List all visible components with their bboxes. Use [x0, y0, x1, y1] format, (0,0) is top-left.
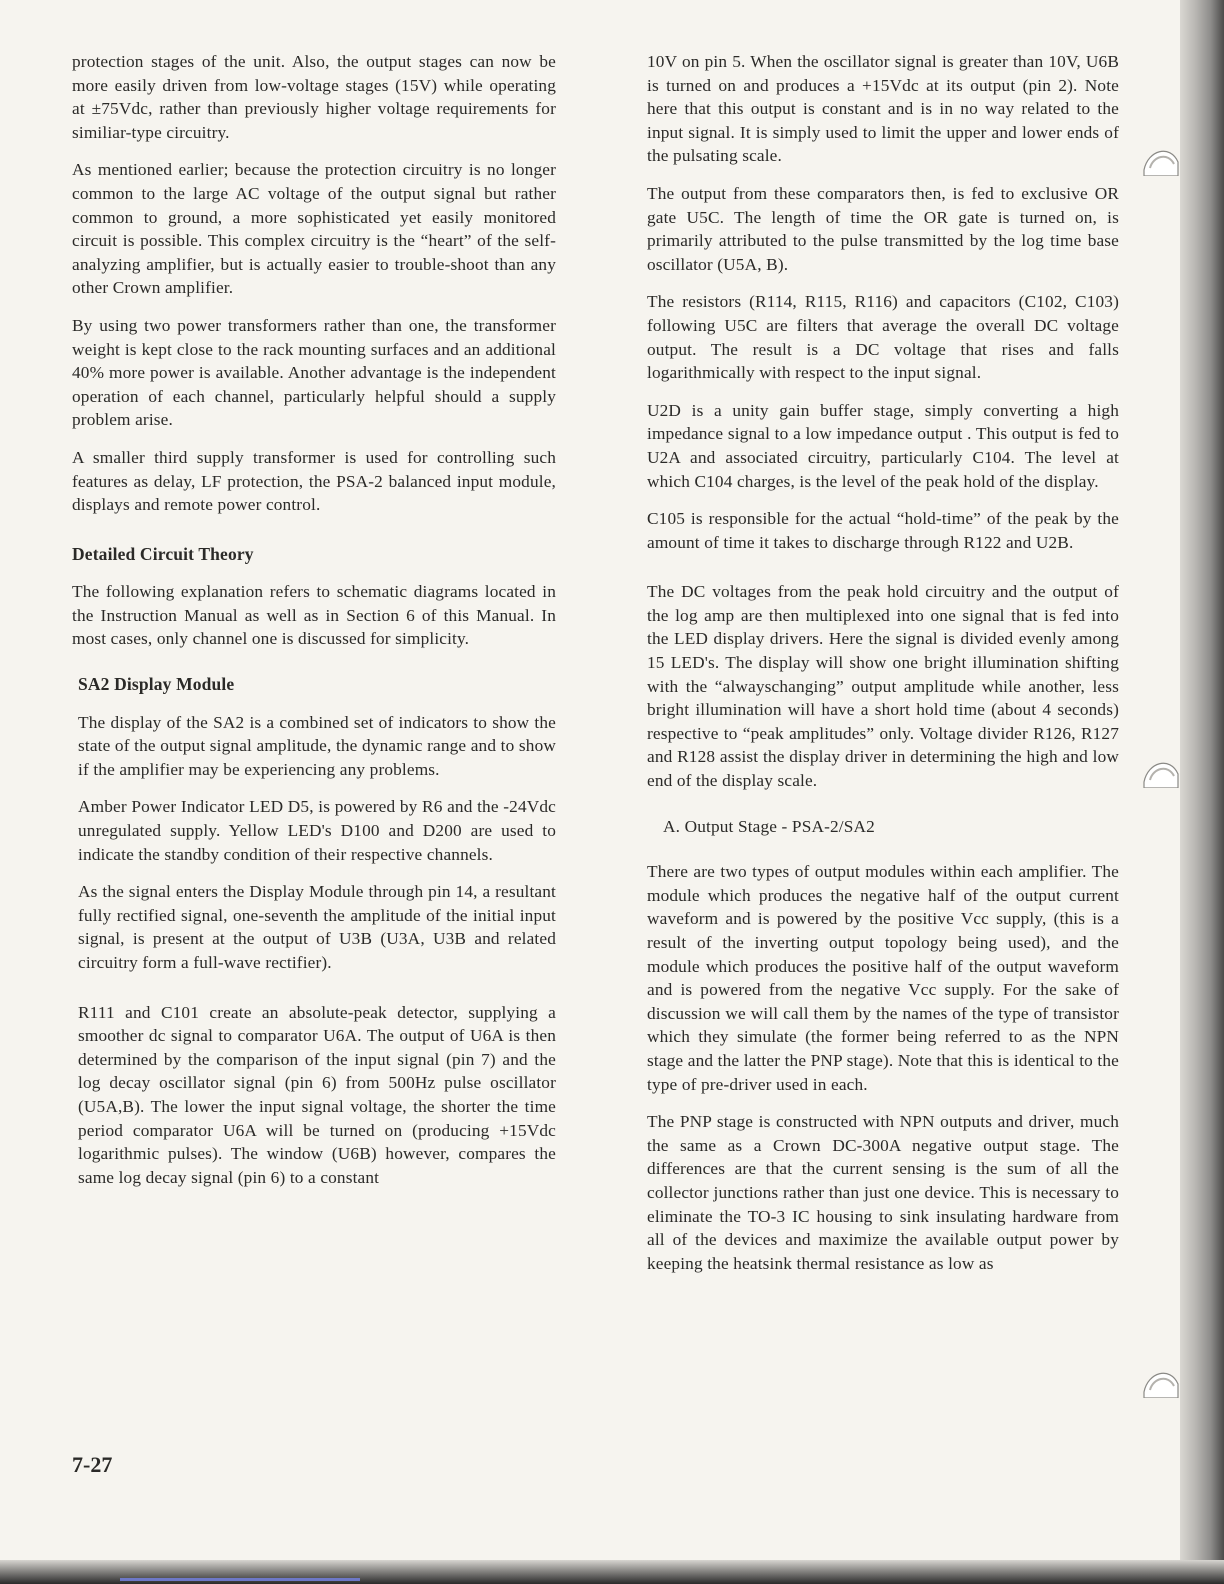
paragraph: A smaller third supply transformer is used for controlling such features as delay, LF protection, the PSA-2 balanced input module, displays and remote power control.: [72, 447, 556, 515]
binder-hole-icon: [1140, 142, 1180, 176]
sa2-display-section: [78, 711, 556, 1190]
paragraph: The PNP stage is constructed with NPN outputs and driver, much the same as a Crown DC-300A negative output stage. The differences are that the current sensing is the sum of all the collector junctions rather than just one device. This is necessary to eliminate the TO-3 IC housing to sink insulating hardware from all of the devices and maximize the available output power by keeping the heatsink thermal resistance as low as: [647, 1112, 1119, 1273]
binder-hole-icon: [1140, 1364, 1180, 1398]
paragraph: The display of the SA2 is a combined set of indicators to show the state of the output signal amplitude, the dynamic range and to show if the amplifier may be experiencing any problems.: [78, 712, 556, 779]
section-heading-detailed-circuit-theory: Detailed Circuit Theory: [72, 543, 254, 564]
paragraph: C105 is responsible for the actual “hold-time” of the peak by the amount of time it takes to discharge through R122 and U2B.: [647, 509, 1119, 552]
paragraph: U2D is a unity gain buffer stage, simply converting a high impedance signal to a low impedance output . This output is fed to U2A and associated circuitry, particularly C104. The level at which C104 charges, is the level of the peak hold of the display.: [647, 400, 1119, 491]
paragraph: There are two types of output modules within each amplifier. The module which produces the negative half of the output current waveform and is powered by the positive Vcc supply, (this is a result of the inverting output topology being used), and the module which produces the positive half of the output waveform and is powered from the negative Vcc supply. For the sake of discussion we will call them by the names of the type of transistor which they simulate (the former being referred to as the NPN stage and the latter the PNP stage). Note that this is identical to the type of pre-driver used in each.: [647, 862, 1119, 1094]
paragraph: The output from these comparators then, is fed to exclusive OR gate U5C. The length of time the OR gate is turned on, is primarily attributed to the pulse transmitted by the log time base oscillator (U5A, B).: [647, 183, 1119, 274]
paragraph: The following explanation refers to schematic diagrams located in the Instruction Manual as well as in Section 6 of this Manual. In most cases, only channel one is discussed for simplicity.: [72, 582, 556, 649]
paragraph: protection stages of the unit. Also, the output stages can now be more easily driven from low-voltage stages (15V) while operating at ±75Vdc, rather than previously higher voltage requirements for similiar-type circuitry.: [72, 52, 556, 142]
left-column: [72, 50, 556, 1203]
paragraph: The resistors (R114, R115, R116) and capacitors (C102, C103) following U5C are filters that average the overall DC voltage output. The result is a DC voltage that rises and falls logarithmically with respect to the input signal.: [647, 292, 1119, 383]
paragraph: Amber Power Indicator LED D5, is powered by R6 and the -24Vdc unregulated supply. Yellow LED's D100 and D200 are used to indicate the standby condition of their respective channels.: [78, 797, 556, 864]
right-column: [647, 50, 1119, 1289]
paragraph: By using two power transformers rather than one, the transformer weight is kept close to the rack mounting surfaces and an additional 40% more power is available. Another advantage is the independent operation of each channel, particularly helpful should a supply problem arise.: [72, 315, 556, 430]
page-number: 7-27: [72, 1452, 113, 1477]
paragraph: As mentioned earlier; because the protection circuitry is no longer common to the large AC voltage of the output signal but rather common to ground, a more sophisticated yet easily monitored circuit is possible. This complex circuitry is the “heart” of the self-analyzing amplifier, but is actually easier to trouble-shoot than any other Crown amplifier.: [72, 160, 556, 298]
section-heading-output-stage: A. Output Stage - PSA-2/SA2: [663, 816, 875, 836]
scan-bottom-mark: [120, 1578, 360, 1581]
paragraph: 10V on pin 5. When the oscillator signal is greater than 10V, U6B is turned on and produces a +15Vdc at its output (pin 2). Note here that this output is constant and is in no way related to the input signal. It is simply used to limit the upper and lower ends of the pulsating scale.: [647, 52, 1119, 166]
paragraph: The DC voltages from the peak hold circuitry and the output of the log amp are then multiplexed into one signal that is fed into the LED display drivers. Here the signal is divided evenly among 15 LED's. The display will show one bright illumination shifting with the “alwayschanging” output amplitude while another, less bright illumination will have a short hold time (about 4 seconds) respective to “peak amplitudes” only. Voltage divider R126, R127 and R128 assist the display driver in determining the high and low end of the display scale.: [647, 582, 1119, 791]
paragraph: R111 and C101 create an absolute-peak detector, supplying a smoother dc signal to comparator U6A. The output of U6A is then determined by the comparison of the input signal (pin 7) and the log decay oscillator signal (pin 6) from 500Hz pulse oscillator (U5A,B). The lower the input signal voltage, the shorter the time period comparator U6A will be turned on (producing +15Vdc logarithmic pulses). The window (U6B) however, compares the same log decay signal (pin 6) to a constant: [78, 1002, 556, 1187]
paragraph: As the signal enters the Display Module through pin 14, a resultant fully rectified signal, one-seventh the amplitude of the initial input signal, is present at the output of U3B (U3A, U3B and related circuitry form a full-wave rectifier).: [78, 882, 556, 972]
page-edge-shadow: [1180, 0, 1224, 1584]
binder-hole-icon: [1140, 754, 1180, 788]
section-heading-sa2-display-module: SA2 Display Module: [78, 674, 235, 695]
